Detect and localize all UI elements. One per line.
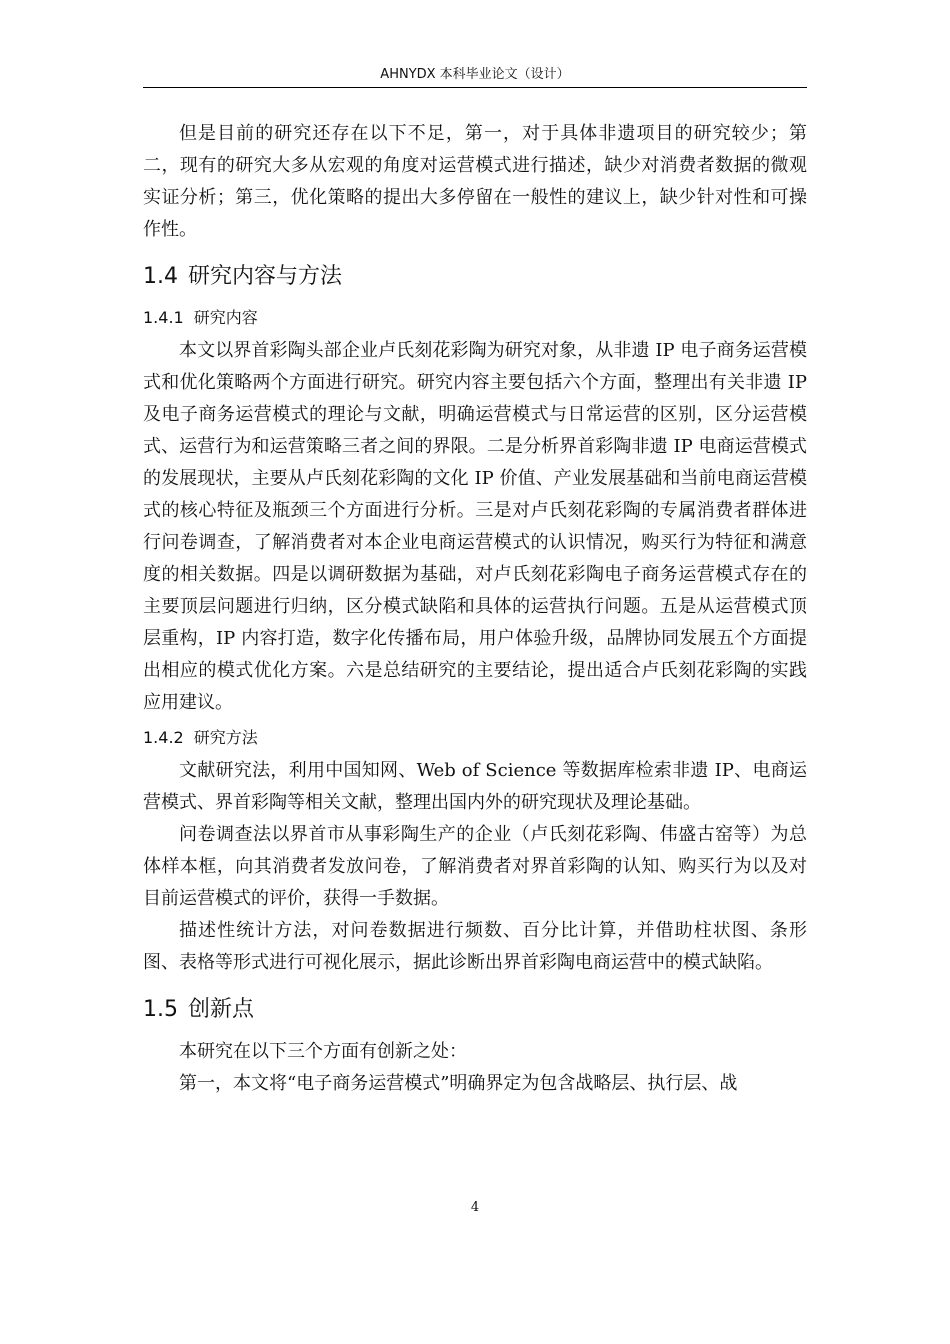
innovation-first-paragraph: 第一，本文将“电子商务运营模式”明确界定为包含战略层、执行层、战 — [179, 1073, 738, 1094]
header-rule — [143, 87, 807, 88]
page-number: 4 — [470, 1200, 480, 1215]
subsection-title: 研究方法 — [193, 728, 258, 747]
section-heading-1-5 — [143, 994, 807, 1026]
running-header: AHNYDX 本科毕业论文（设计） — [380, 67, 570, 82]
subsection-number: 1.4.2 — [143, 728, 184, 747]
section-number: 1.4 — [143, 264, 178, 289]
method-statistics-paragraph: 描述性统计方法，对问卷数据进行频数、百分比计算，并借助柱状图、条形图、表格等形式进行可视化展示，据此诊断出界首彩陶电商运营中的模式缺陷。 — [143, 920, 807, 973]
method-survey-paragraph: 问卷调查法以界首市从事彩陶生产的企业（卢氏刻花彩陶、伟盛古窑等）为总体样本框，向其消费者发放问卷，了解消费者对界首彩陶的认知、购买行为以及对目前运营模式的评价，获得一手数据。 — [143, 824, 807, 909]
section-number: 1.5 — [143, 997, 178, 1022]
method-literature-paragraph: 文献研究法，利用中国知网、Web of Science 等数据库检索非遗 IP、电商运营模式、界首彩陶等相关文献，整理出国内外的研究现状及理论基础。 — [143, 760, 807, 813]
page-body — [143, 118, 807, 1100]
subsection-title: 研究内容 — [193, 308, 258, 327]
section-title: 研究内容与方法 — [188, 264, 343, 289]
research-content-paragraph: 本文以界首彩陶头部企业卢氏刻花彩陶为研究对象，从非遗 IP 电子商务运营模式和优化策略两个方面进行研究。研究内容主要包括六个方面，整理出有关非遗 IP 及电子商务运营模式的理论与文献，明确运营模式与日常运营的区别，区分运营模式、运营行为和运营策略三者之间的界限。二是分析界首彩陶非遗 IP 电商运营模式的发展现状，主要从卢氏刻花彩陶的文化 IP 价值、产业发展基础和当前电商运营模式的核心特征及瓶颈三个方面进行分析。三是对卢氏刻花彩陶的专属消费者群体进行问卷调查，了解消费者对本企业电商运营模式的认识情况，购买行为特征和满意度的相关数据。四是以调研数据为基础，对卢氏刻花彩陶电子商务运营模式存在的主要顶层问题进行归纳，区分模式缺陷和具体的运营执行问题。五是从运营模式顶层重构，IP 内容打造，数字化传播布局，用户体验升级，品牌协同发展五个方面提出相应的模式优化方案。六是总结研究的主要结论，提出适合卢氏刻花彩陶的实践应用建议。 — [143, 340, 807, 713]
intro-paragraph: 但是目前的研究还存在以下不足，第一，对于具体非遗项目的研究较少；第二，现有的研究大多从宏观的角度对运营模式进行描述，缺少对消费者数据的微观实证分析；第三，优化策略的提出大多停留在一般性的建议上，缺少针对性和可操作性。 — [143, 123, 807, 240]
subsection-number: 1.4.1 — [143, 308, 184, 327]
subsection-heading-1-4-2 — [143, 723, 807, 753]
section-heading-1-4 — [143, 261, 807, 293]
subsection-heading-1-4-1 — [143, 303, 807, 333]
innovation-intro-paragraph: 本研究在以下三个方面有创新之处： — [179, 1041, 467, 1062]
section-title: 创新点 — [188, 997, 255, 1022]
